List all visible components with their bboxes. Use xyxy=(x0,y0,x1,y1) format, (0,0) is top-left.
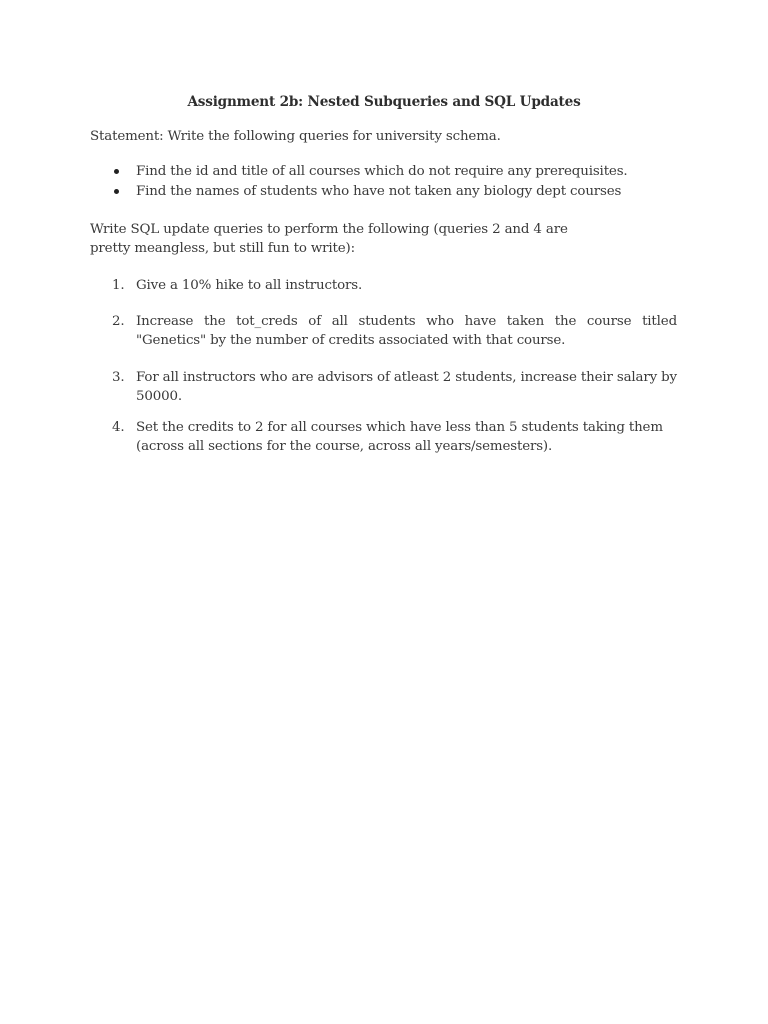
statement-text: Statement: Write the following queries for university schema. xyxy=(90,129,501,144)
update-intro-text: Write SQL update queries to perform the following (queries 2 and 4 are pretty meangless, but still fun to write): xyxy=(90,222,568,256)
bullet-text: Find the names of students who have not taken any biology dept courses xyxy=(136,184,622,199)
list-item xyxy=(90,163,690,183)
list-item-text: Set the credits to 2 for all courses which have less than 5 students taking them (across all sections for the course, across all years/semesters). xyxy=(136,420,663,454)
query-bullet-list xyxy=(90,163,690,203)
list-number: 4. xyxy=(112,420,125,435)
list-number: 1. xyxy=(112,278,125,293)
list-number: 3. xyxy=(112,370,125,385)
list-number: 2. xyxy=(112,314,125,329)
bullet-text: Find the id and title of all courses which do not require any prerequisites. xyxy=(136,164,628,179)
bullet-icon xyxy=(114,189,119,194)
document-title: Assignment 2b: Nested Subqueries and SQL Updates xyxy=(187,94,581,110)
list-item-text: Give a 10% hike to all instructors. xyxy=(136,278,363,293)
list-item-text: Increase the tot_creds of all students who have taken the course titled "Genetics" by the number of credits associated with that course. xyxy=(136,314,677,348)
list-item xyxy=(90,183,690,203)
bullet-icon xyxy=(114,169,119,174)
list-item-text: For all instructors who are advisors of atleast 2 students, increase their salary by 50000. xyxy=(136,370,677,404)
